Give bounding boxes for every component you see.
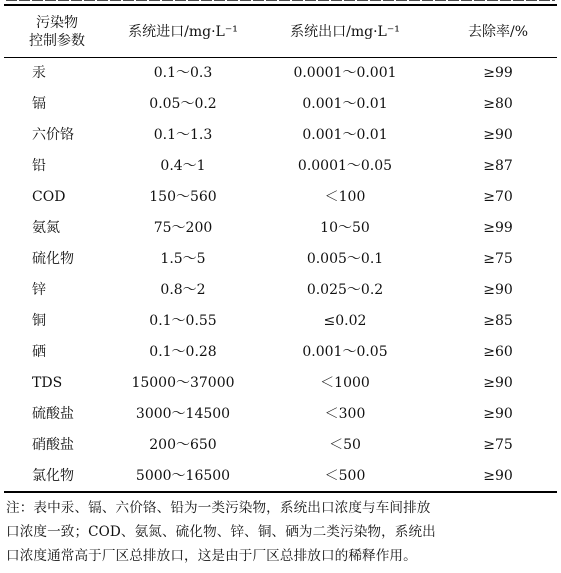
header-removal: 去除率/% [467,23,529,40]
footnote-line1: 注：表中汞、镉、六价铬、铅为一类污染物，系统出口浓度与车间排放 [6,500,431,516]
table-row [0,430,561,461]
cell-inlet: 15000～37000 [131,375,235,391]
cell-pollutant: TDS [32,375,63,391]
cell-pollutant: 汞 [32,65,46,81]
cell-removal: ≥75 [483,251,513,267]
cell-removal: ≥90 [483,375,513,391]
table-row [0,368,561,399]
table-row [0,58,561,89]
header-pollutant-line2: 控制参数 [29,32,85,49]
table-row [0,89,561,120]
cell-pollutant: 硝酸盐 [32,437,74,453]
cropped-caption-fragment [6,0,555,1]
cell-pollutant: 铅 [32,158,46,174]
cell-pollutant: COD [32,189,66,205]
cell-pollutant: 硒 [32,344,46,360]
cell-inlet: 0.05～0.2 [149,96,217,112]
cell-pollutant: 氯化物 [32,468,74,484]
cell-removal: ≥90 [483,282,513,298]
table-row [0,244,561,275]
cell-pollutant: 镉 [32,96,46,112]
cell-outlet: 0.025～0.2 [306,282,384,298]
cell-pollutant: 六价铬 [32,127,74,143]
cell-outlet: ＜1000 [320,375,370,391]
cell-outlet: ＜50 [329,437,361,453]
cell-outlet: 10～50 [320,220,370,236]
cell-removal: ≥99 [483,65,513,81]
cell-inlet: 5000～16500 [135,468,231,484]
cell-removal: ≥85 [483,313,513,329]
cell-pollutant: 锌 [32,282,46,298]
cell-inlet: 150～560 [149,189,217,205]
cell-inlet: 75～200 [153,220,213,236]
table-row [0,182,561,213]
table-row [0,461,561,492]
cell-inlet: 200～650 [149,437,217,453]
cell-removal: ≥75 [483,437,513,453]
cell-pollutant: 氨氮 [32,220,60,236]
table-row [0,151,561,182]
cell-outlet: ≤0.02 [323,313,367,329]
footnote-line3: 口浓度通常高于厂区总排放口，这是由于厂区总排放口的稀释作用。 [6,548,417,564]
table-row [0,337,561,368]
cell-removal: ≥99 [483,220,513,236]
table-row [0,306,561,337]
cell-pollutant: 硫酸盐 [32,406,74,422]
table-row [0,399,561,430]
header-outlet: 系统出口/mg·L⁻¹ [290,23,400,40]
cell-outlet: 0.001～0.01 [302,96,388,112]
cell-outlet: ＜100 [324,189,366,205]
cell-inlet: 0.1～0.55 [149,313,217,329]
cell-outlet: ＜300 [324,406,366,422]
cell-inlet: 0.1～1.3 [153,127,213,143]
table-row [0,120,561,151]
table-body [0,58,561,492]
header-pollutant [6,6,108,57]
table-row [0,213,561,244]
cell-removal: ≥90 [483,468,513,484]
cell-removal: ≥87 [483,158,513,174]
cell-inlet: 1.5～5 [160,251,206,267]
cell-outlet: ＜500 [324,468,366,484]
cell-inlet: 0.4～1 [160,158,206,174]
table-header [0,6,561,57]
cell-outlet: 0.005～0.1 [306,251,384,267]
cell-removal: ≥80 [483,96,513,112]
header-pollutant-line1: 污染物 [36,14,78,31]
cell-outlet: 0.0001～0.001 [293,65,397,81]
cell-inlet: 0.8～2 [160,282,206,298]
cell-removal: ≥70 [483,189,513,205]
cell-outlet: 0.001～0.05 [302,344,388,360]
cell-pollutant: 铜 [32,313,46,329]
footnote-line2: 口浓度一致；COD、氨氮、硫化物、锌、铜、硒为二类污染物，系统出 [6,524,436,540]
cell-outlet: 0.001～0.01 [302,127,388,143]
cell-inlet: 0.1～0.3 [153,65,213,81]
cell-outlet: 0.0001～0.05 [297,158,393,174]
table-bottom-rule [4,491,557,493]
cell-removal: ≥60 [483,344,513,360]
cell-pollutant: 硫化物 [32,251,74,267]
cell-removal: ≥90 [483,406,513,422]
table-footnote [6,496,557,568]
header-inlet: 系统进口/mg·L⁻¹ [128,23,238,40]
cell-inlet: 0.1～0.28 [149,344,217,360]
table-row [0,275,561,306]
cell-inlet: 3000～14500 [135,406,231,422]
cell-removal: ≥90 [483,127,513,143]
